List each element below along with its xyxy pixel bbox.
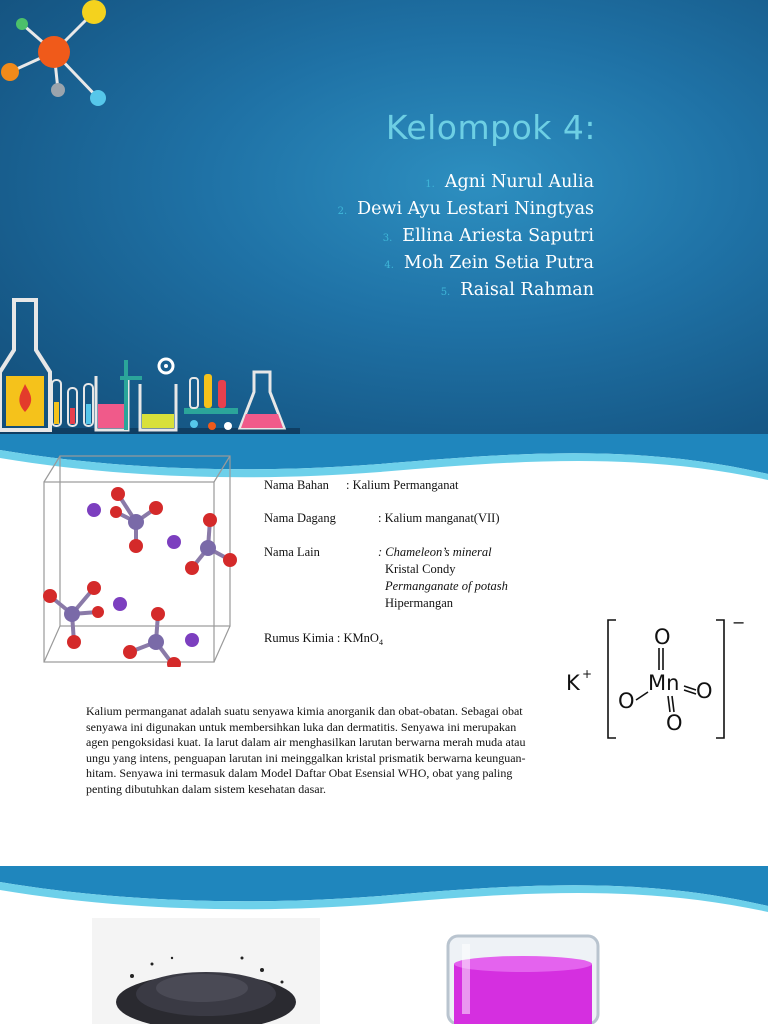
nama-dagang-value: : Kalium manganat(VII) — [378, 511, 500, 525]
member-item — [174, 226, 594, 253]
info-slide — [0, 434, 768, 866]
member-item — [174, 280, 594, 307]
member-name: Dewi Ayu Lestari Ningtyas — [357, 199, 594, 219]
member-number: 2. — [337, 206, 348, 217]
slide-title: Kelompok 4: — [385, 108, 596, 147]
potassium-label: K — [566, 671, 580, 695]
rumus-kimia-text: Rumus Kimia : KMnO — [264, 631, 379, 645]
wave-header — [0, 866, 768, 926]
oxygen-bottom: O — [666, 711, 683, 735]
potassium-charge: + — [582, 667, 593, 681]
nama-lain-value: : Chameleon’s mineral — [378, 545, 492, 559]
member-name: Moh Zein Setia Putra — [403, 253, 594, 273]
member-item — [174, 172, 594, 199]
member-list — [174, 172, 594, 307]
member-name: Raisal Rahman — [460, 280, 594, 300]
member-number: 3. — [382, 233, 393, 244]
member-item — [174, 253, 594, 280]
nama-lain-label: Nama Lain — [264, 545, 320, 559]
description-text: Kalium permanganat adalah suatu senyawa kimia anorganik dan obat-obatan. Sebagai obat senyawa ini digunakan untuk membersihkan luka dan dermatitis. Senyawa ini merupakan agen pengoksidasi kuat. Ia larut dalam air menghasilkan larutan berwarna merah muda atau ungu yang intens, penguapan larutan ini meinggalkan kristal prismatik berwarna keunguan-hitam. Senyawa ini termasuk dalam Model Daftar Obat Esensial WHO, obat yang paling penting dibutuhkan dalam sistem kesehatan dasar. — [86, 704, 526, 796]
member-name: Agni Nurul Aulia — [444, 172, 594, 192]
nama-lain-value: Kristal Condy — [385, 562, 456, 576]
ion-charge: − — [732, 614, 746, 632]
oxygen-left: O — [618, 689, 635, 713]
member-number: 1. — [425, 179, 435, 190]
title-slide — [0, 0, 768, 434]
member-number: 4. — [384, 260, 394, 271]
kmno4-crystals-photo — [92, 918, 320, 1024]
rumus-kimia — [264, 631, 383, 647]
photo-slide — [0, 866, 768, 1024]
oxygen-right: O — [696, 679, 713, 703]
member-name: Ellina Ariesta Saputri — [402, 226, 594, 246]
nama-lain-value: Permanganate of potash — [385, 579, 508, 593]
manganese-label: Mn — [648, 671, 680, 695]
member-number: 5. — [440, 287, 451, 298]
kmno4-solution-beaker-photo — [440, 930, 610, 1024]
crystal-structure-image — [40, 452, 250, 667]
oxygen-top: O — [654, 625, 671, 649]
nama-dagang-label: Nama Dagang — [264, 511, 336, 525]
member-item — [174, 199, 594, 226]
nama-bahan-value: : Kalium Permanganat — [346, 478, 459, 492]
rumus-kimia-subscript: 4 — [378, 638, 383, 647]
nama-bahan-label: Nama Bahan — [264, 478, 329, 492]
kmno4-structure-diagram — [560, 614, 750, 744]
nama-lain-value: Hipermangan — [385, 596, 454, 610]
